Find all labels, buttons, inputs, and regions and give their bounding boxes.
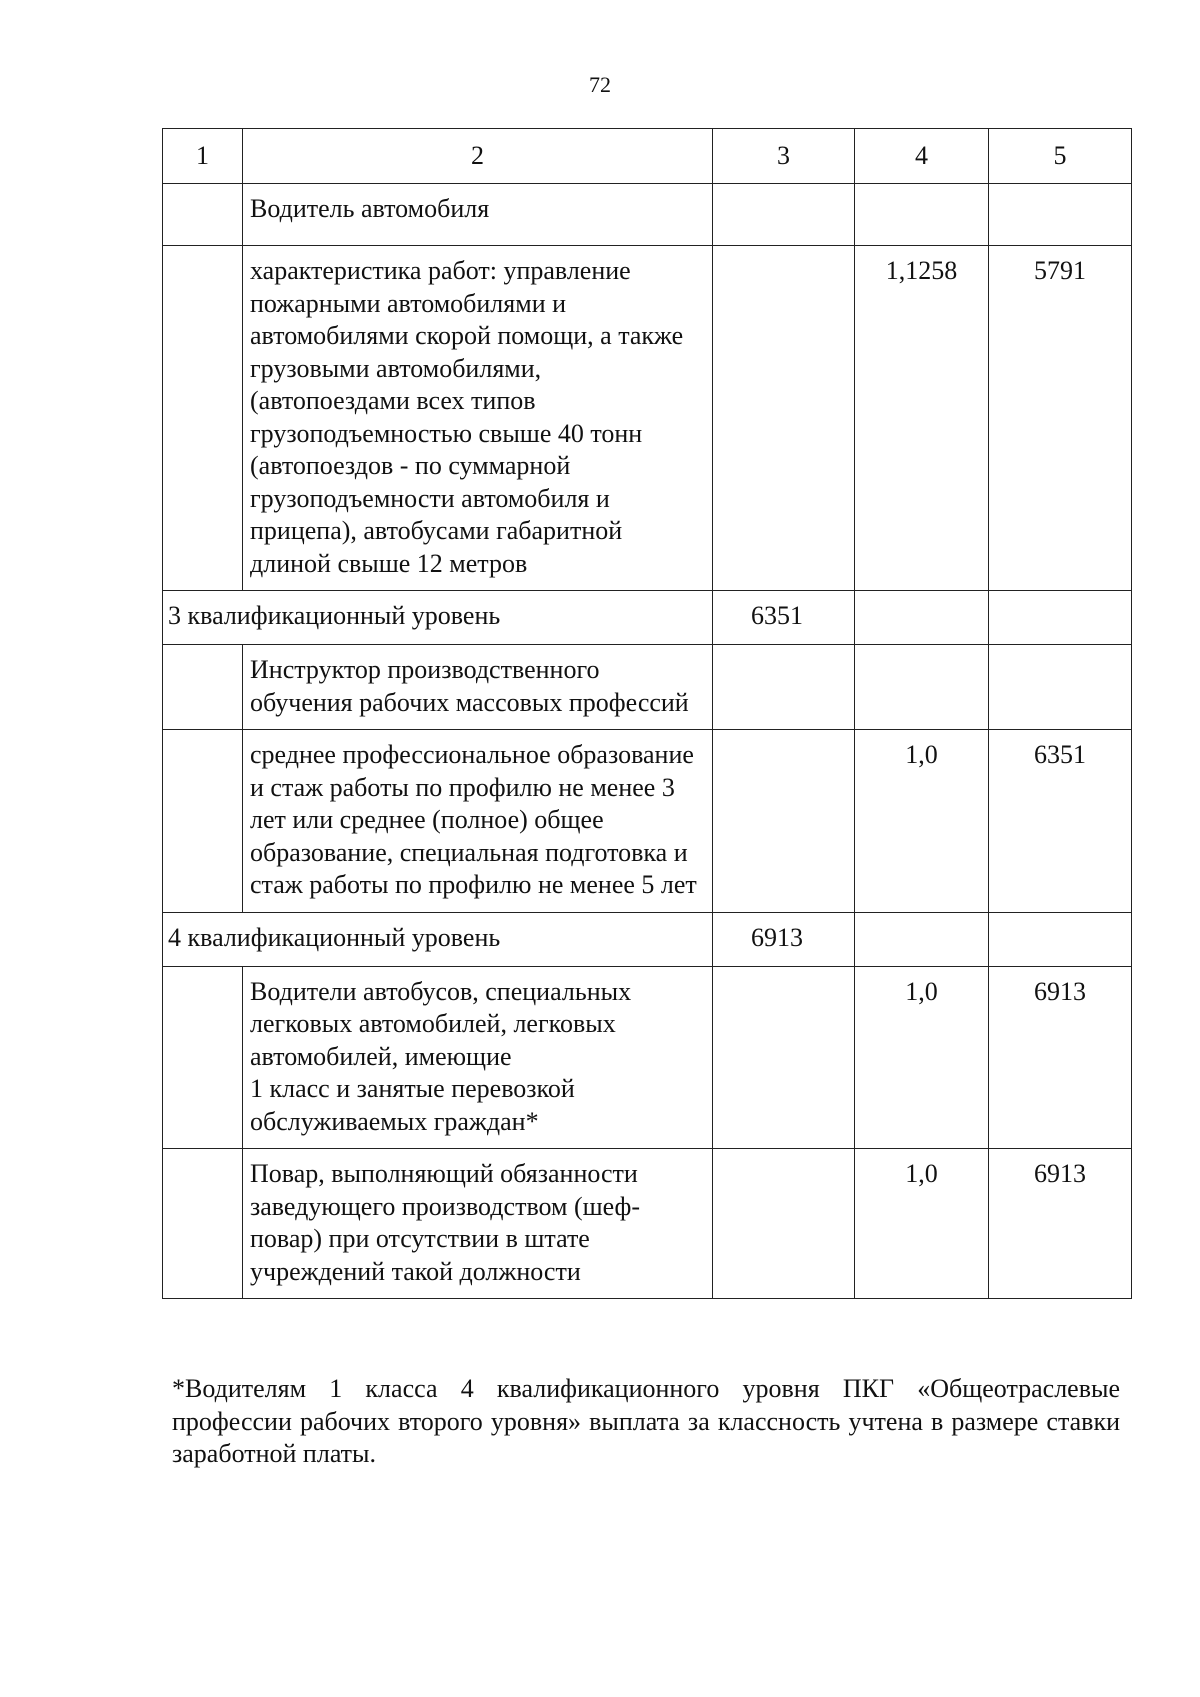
table-row xyxy=(163,645,1132,730)
coefficient-cell: 1,1258 xyxy=(855,246,989,591)
table-cell xyxy=(989,591,1132,645)
table-row xyxy=(163,730,1132,913)
position-name: Водитель автомобиля xyxy=(243,184,713,246)
table-cell xyxy=(713,1149,855,1299)
table-cell xyxy=(163,1149,243,1299)
position-name: Повар, выполняющий обязанности заведующего производством (шеф-повар) при отсутствии в штате учреждений такой должности xyxy=(243,1149,713,1299)
table-cell xyxy=(163,184,243,246)
column-header: 5 xyxy=(989,129,1132,184)
table-cell xyxy=(713,184,855,246)
coefficient-cell xyxy=(855,184,989,246)
coefficient-cell: 1,0 xyxy=(855,1149,989,1299)
table-cell xyxy=(855,912,989,966)
table-row xyxy=(163,1149,1132,1299)
table-cell xyxy=(713,966,855,1149)
salary-cell: 6913 xyxy=(989,966,1132,1149)
qualification-level-row xyxy=(163,591,1132,645)
column-header: 1 xyxy=(163,129,243,184)
table-row xyxy=(163,966,1132,1149)
column-header: 2 xyxy=(243,129,713,184)
table-cell xyxy=(163,966,243,1149)
table-cell xyxy=(713,730,855,913)
base-salary-cell: 6351 xyxy=(713,591,855,645)
salary-cell: 5791 xyxy=(989,246,1132,591)
table-cell xyxy=(163,246,243,591)
qualification-level-row xyxy=(163,912,1132,966)
table-cell xyxy=(855,591,989,645)
column-header: 4 xyxy=(855,129,989,184)
qualification-level-label: 4 квалификационный уровень xyxy=(163,912,713,966)
table-cell xyxy=(989,912,1132,966)
footnote: *Водителям 1 класса 4 квалификационного уровня ПКГ «Общеотраслевые профессии рабочих второго уровня» выплата за классность учтена в размере ставки заработной платы. xyxy=(172,1374,1120,1468)
coefficient-cell: 1,0 xyxy=(855,730,989,913)
table-cell xyxy=(163,730,243,913)
position-name: характеристика работ: управление пожарными автомобилями и автомобилями скорой помощи, а также грузовыми автомобилями, (автопоездами всех типов грузоподъемностью свыше 40 тонн (автопоездов - по суммарной грузоподъемности автомобиля и прицепа), автобусами габаритной длиной свыше 12 метров xyxy=(243,246,713,591)
table-cell xyxy=(163,645,243,730)
table-header-row xyxy=(163,129,1132,184)
column-header: 3 xyxy=(713,129,855,184)
position-name: Водители автобусов, специальных легковых автомобилей, легковых автомобилей, имеющие 1 класс и занятые перевозкой обслуживаемых граждан* xyxy=(243,966,713,1149)
coefficient-cell xyxy=(855,645,989,730)
table-cell xyxy=(713,645,855,730)
position-name: Инструктор производственного обучения рабочих массовых профессий xyxy=(243,645,713,730)
salary-cell: 6913 xyxy=(989,1149,1132,1299)
salary-cell xyxy=(989,645,1132,730)
table-row xyxy=(163,246,1132,591)
salary-cell xyxy=(989,184,1132,246)
table-cell xyxy=(713,246,855,591)
coefficient-cell: 1,0 xyxy=(855,966,989,1149)
base-salary-cell: 6913 xyxy=(713,912,855,966)
qualification-level-label: 3 квалификационный уровень xyxy=(163,591,713,645)
salary-table xyxy=(162,128,1132,1299)
page-number: 72 xyxy=(589,72,611,97)
salary-cell: 6351 xyxy=(989,730,1132,913)
position-name: среднее профессиональное образование и стаж работы по профилю не менее 3 лет или среднее (полное) общее образование, специальная подготовка и стаж работы по профилю не менее 5 лет xyxy=(243,730,713,913)
table-row xyxy=(163,184,1132,246)
